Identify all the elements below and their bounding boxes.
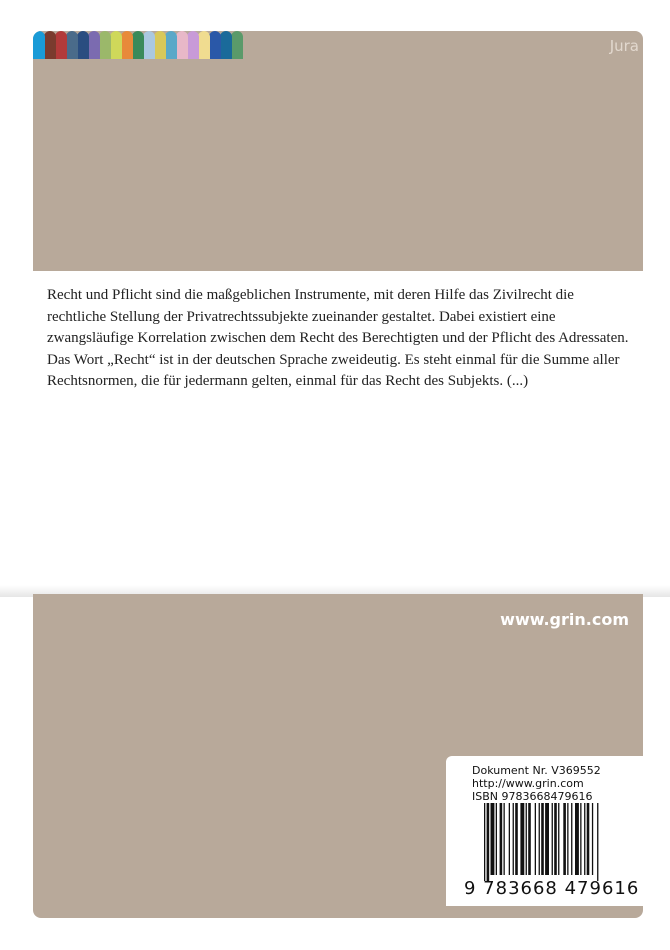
- color-stripe: [99, 31, 111, 59]
- website-label: www.grin.com: [500, 610, 629, 629]
- color-stripe: [231, 31, 243, 59]
- color-stripe: [154, 31, 166, 59]
- category-label: Jura: [609, 37, 639, 55]
- color-stripe: [110, 31, 122, 59]
- color-stripe: [143, 31, 155, 59]
- color-stripes: [33, 31, 242, 59]
- color-stripe: [176, 31, 188, 59]
- blurb-area: [33, 271, 643, 591]
- color-stripe: [209, 31, 221, 59]
- blurb-text: Recht und Pflicht sind die maßgeblichen Instrumente, mit deren Hilfe das Zivilrecht die rechtliche Stellung der Privatrechtssubjekte zueinander gestaltet. Dabei existiert eine zwangsläufige Korrelation zwischen dem Recht des Berechtigten und der Pflicht des Adressaten. Das Wort „Recht“ ist in der deutschen Sprache zweideutig. Es steht einmal für die Summe aller Rechtsnormen, die für jedermann gelten, einmal für das Recht des Subjekts. (...): [47, 287, 629, 390]
- color-stripe: [198, 31, 210, 59]
- color-stripe: [66, 31, 78, 59]
- cover-top-panel: [33, 31, 643, 271]
- color-stripe: [220, 31, 232, 59]
- publisher-url: http://www.grin.com: [472, 777, 584, 790]
- barcode-info-box: [446, 756, 643, 906]
- barcode-icon: [482, 803, 632, 881]
- color-stripe: [77, 31, 89, 59]
- cover-bottom-panel: [33, 594, 643, 918]
- color-stripe: [132, 31, 144, 59]
- color-stripe: [165, 31, 177, 59]
- isbn-digits: 9 783668 479616: [464, 878, 640, 899]
- isbn-line: ISBN 9783668479616: [472, 790, 593, 803]
- color-stripe: [187, 31, 199, 59]
- color-stripe: [44, 31, 56, 59]
- color-stripe: [33, 31, 45, 59]
- color-stripe: [55, 31, 67, 59]
- color-stripe: [121, 31, 133, 59]
- document-number: Dokument Nr. V369552: [472, 764, 601, 777]
- color-stripe: [88, 31, 100, 59]
